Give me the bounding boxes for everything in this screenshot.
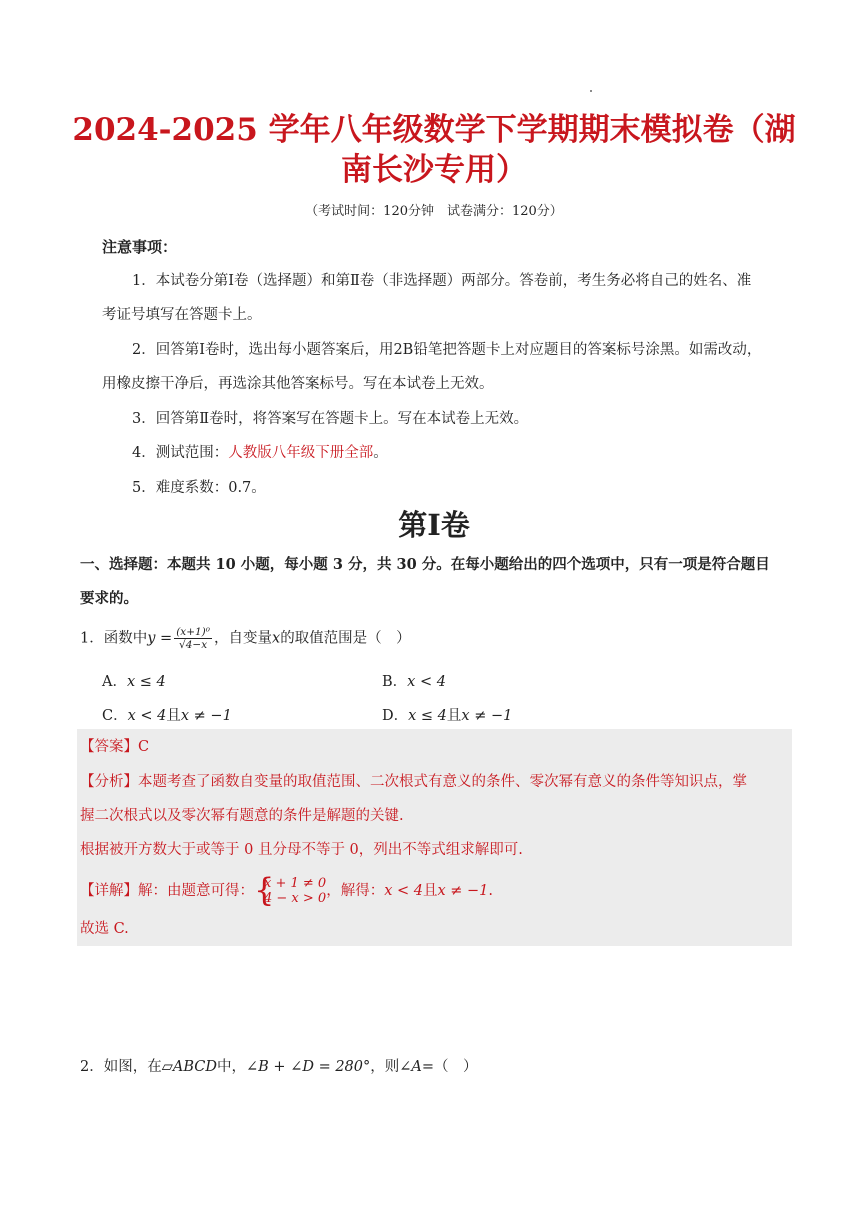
note-item2-line1: 2．回答第Ⅰ卷时，选出每小题答案后，用2B铅笔把答题卡上对应题目的答案标号涂黑。如需改动， [132,342,762,358]
note-item1-line1: 1．本试卷分第Ⅰ卷（选择题）和第Ⅱ卷（非选择题）两部分。答卷前，考生务必将自己的姓名、准 [132,273,752,289]
note-item3: 3．回答第Ⅱ卷时，将答案写在答题卡上。写在本试卷上无效。 [132,411,529,427]
analysis-line2: 握二次根式以及零次幂有题意的条件是解题的关键. [80,808,404,824]
inequality-system: { x + 1 ≠ 0 4 − x > 0 [254,871,327,909]
question-1-option-a: A．x ≤ 4 [102,674,166,690]
note-item1-line2: 考证号填写在答题卡上。 [102,307,262,323]
question-2-stem: 2．如图，在▱ABCD中，∠B + ∠D = 280°，则∠A=（ ） [80,1059,478,1075]
question-1-option-b: B．x < 4 [382,674,446,690]
notes-heading: 注意事项： [102,238,178,256]
parallelogram-icon: ▱ [161,1059,173,1075]
question-1-option-c: C．x < 4且x ≠ −1 [102,708,232,724]
decorative-dot [590,90,592,92]
exam-subtitle: （考试时间：120分钟 试卷满分：120分） [305,204,563,219]
analysis-line1: 【分析】本题考查了函数自变量的取值范围、二次根式有意义的条件、零次幂有意义的条件等知识点，掌 [80,774,747,790]
detail-line: 【详解】解：由题意可得： { x + 1 ≠ 0 4 − x > 0 ，解得：x < 4且x ≠ −1. [80,871,494,909]
section-title: 第Ⅰ卷 [398,508,470,542]
section-intro: 一、选择题：本题共 10 小题，每小题 3 分，共 30 分。在每小题给出的四个选项中，只有一项是符合题目 要求的。 [80,556,770,607]
analysis-line3: 根据被开方数大于或等于 0 且分母不等于 0，列出不等式组求解即可. [80,842,523,858]
answer-panel [77,729,792,946]
question-1-option-d: D．x ≤ 4且x ≠ −1 [382,708,513,724]
answer-label: 【答案】C [80,739,150,755]
fraction: $\frac{\text{(x+1)⁰}}{√4-x}$ [176,626,210,651]
question-1-stem: 1．函数中y = $\frac{\text{(x+1)⁰}}{√4-x}$ ，自变量x的取值范围是（ ） [80,626,411,651]
note-item5: 5．难度系数：0.7。 [132,480,266,496]
conclusion: 故选 C. [80,921,129,937]
note-item2-line2: 用橡皮擦干净后，再选涂其他答案标号。写在本试卷上无效。 [102,376,494,392]
note-item4: 4．测试范围：人教版八年级下册全部。 [132,445,388,461]
exam-title-line2: 南长沙专用） [341,152,527,188]
test-scope: 人教版八年级下册全部 [228,445,374,461]
note-item4-label: 4．测试范围： [132,445,229,461]
exam-title-line1: 2024-2025 学年八年级数学下学期期末模拟卷（湖 [72,112,796,148]
